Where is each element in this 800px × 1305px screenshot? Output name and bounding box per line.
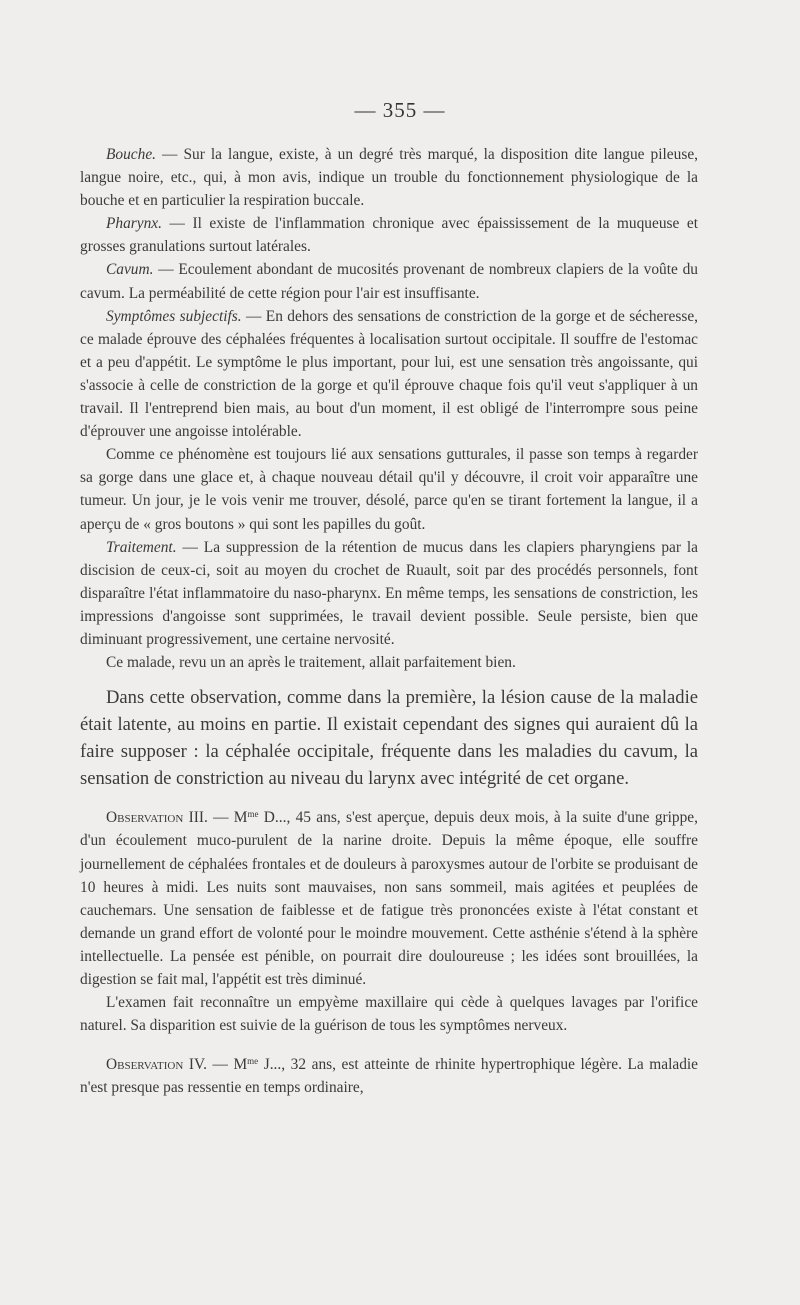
paragraph-examen: L'examen fait reconnaître un empyème maxillaire qui cède à quelques lavages par l'orifice naturel. Sa disparition est suivie de la guérison de tous les symptômes nerveux.	[80, 994, 698, 1035]
commentary	[80, 685, 698, 792]
paragraph-observation-3: Observation III. — $M^{me}$ D..., 45 ans, s'est aperçue, depuis deux mois, à la suite d'une grippe, d'un écoulement muco-purulent de la narine droite. Depuis la même époque, elle souffre journellement de céphalées frontales et de douleurs à paroxysmes autour de l'orbite se produisant de 10 heures à midi. Les nuits sont mauvaises, non sans sommeil, mais agitées et peuplées de cauchemars. Une sensation de faiblesse et de fatigue très prononcées existe à l'état constant et demande un grand effort de volonté pour le moindre mouvement. Cette asthénie s'étend à la sphère intellectuelle. La pensée est pénible, on pourrait dire douloureuse ; les idées sont brouillées, la digestion se fait mal, l'appétit est très diminué.	[80, 809, 698, 988]
paragraph-conclusion: Dans cette observation, comme dans la première, la lésion cause de la maladie était latente, au moins en partie. Il existait cependant des signes qui auraient dû la faire supposer : la céphalée occipitale, fréquente dans les maladies du cavum, la sensation de constriction au niveau du larynx avec intégrité de cet organe.	[80, 687, 698, 789]
label-observation-4: Observation IV.	[106, 1056, 207, 1074]
label-observation-3: Observation III.	[106, 809, 208, 827]
page-number: — 355 —	[354, 98, 446, 122]
paragraph-observation-4: Observation IV. — $M^{me}$ J..., 32 ans, est atteinte de rhinite hypertrophique légère. La maladie n'est presque pas ressentie en temps ordinaire,	[80, 1056, 698, 1097]
body-text	[80, 143, 698, 1099]
paragraph-traitement: Traitement. — La suppression de la rétention de mucus dans les clapiers pharyngiens par la discision de ceux-ci, soit au moyen du crochet de Ruault, soit par des procédés personnels, font disparaître l'état inflammatoire du naso-pharynx. En même temps, les sensations de constriction, les impressions d'angoisse sont supprimées, le travail devient possible. Seule persiste, bien que diminuant progressivement, une certaine nervosité.	[80, 538, 698, 648]
paragraph-bouche: Bouche. — Sur la langue, existe, à un degré très marqué, la disposition dite langue pileuse, langue noire, etc., qui, à mon avis, indique un trouble du fonctionnement physiologique de la bouche et en particulier la respiration buccale.	[80, 146, 698, 210]
clinical-notes	[80, 143, 698, 674]
label-cavum: Cavum.	[106, 261, 154, 279]
label-symptomes: Symptômes subjectifs.	[106, 307, 242, 325]
label-pharynx: Pharynx.	[106, 215, 162, 233]
paragraph-comme: Comme ce phénomène est toujours lié aux sensations gutturales, il passe son temps à regarder sa gorge dans une glace et, à chaque nouveau détail qu'il y découvre, il croit voir apparaître une tumeur. Un jour, je le vois venir me trouver, désolé, parce qu'en se tirant fortement la langue, il a aperçu de « gros boutons » qui sont les papilles du goût.	[80, 446, 698, 533]
label-bouche: Bouche.	[106, 146, 156, 163]
label-traitement: Traitement.	[106, 538, 177, 556]
paragraph-pharynx: Pharynx. — Il existe de l'inflammation chronique avec épaississement de la muqueuse et grosses granulations surtout latérales.	[80, 215, 698, 256]
observations	[80, 806, 698, 1099]
paragraph-symptomes: Symptômes subjectifs. — En dehors des sensations de constriction de la gorge et de sécheresse, ce malade éprouve des céphalées fréquentes à localisation surtout occipitale. Il souffre de l'estomac et a peu d'appétit. Le symptôme le plus important, pour lui, est une sensation très angoissante, qui s'associe à celle de constriction de la gorge et qu'il éprouve chaque fois qu'il veut s'appliquer à un travail. Il l'entreprend bien mais, au bout d'un moment, il est obligé de l'interrompre sous peine d'éprouver une angoisse intolérable.	[80, 307, 698, 441]
paragraph-cavum: Cavum. — Ecoulement abondant de mucosités provenant de nombreux clapiers de la voûte du cavum. La perméabilité de cette région pour l'air est insuffisante.	[80, 261, 698, 302]
paragraph-revu: Ce malade, revu un an après le traitement, allait parfaitement bien.	[106, 654, 516, 672]
